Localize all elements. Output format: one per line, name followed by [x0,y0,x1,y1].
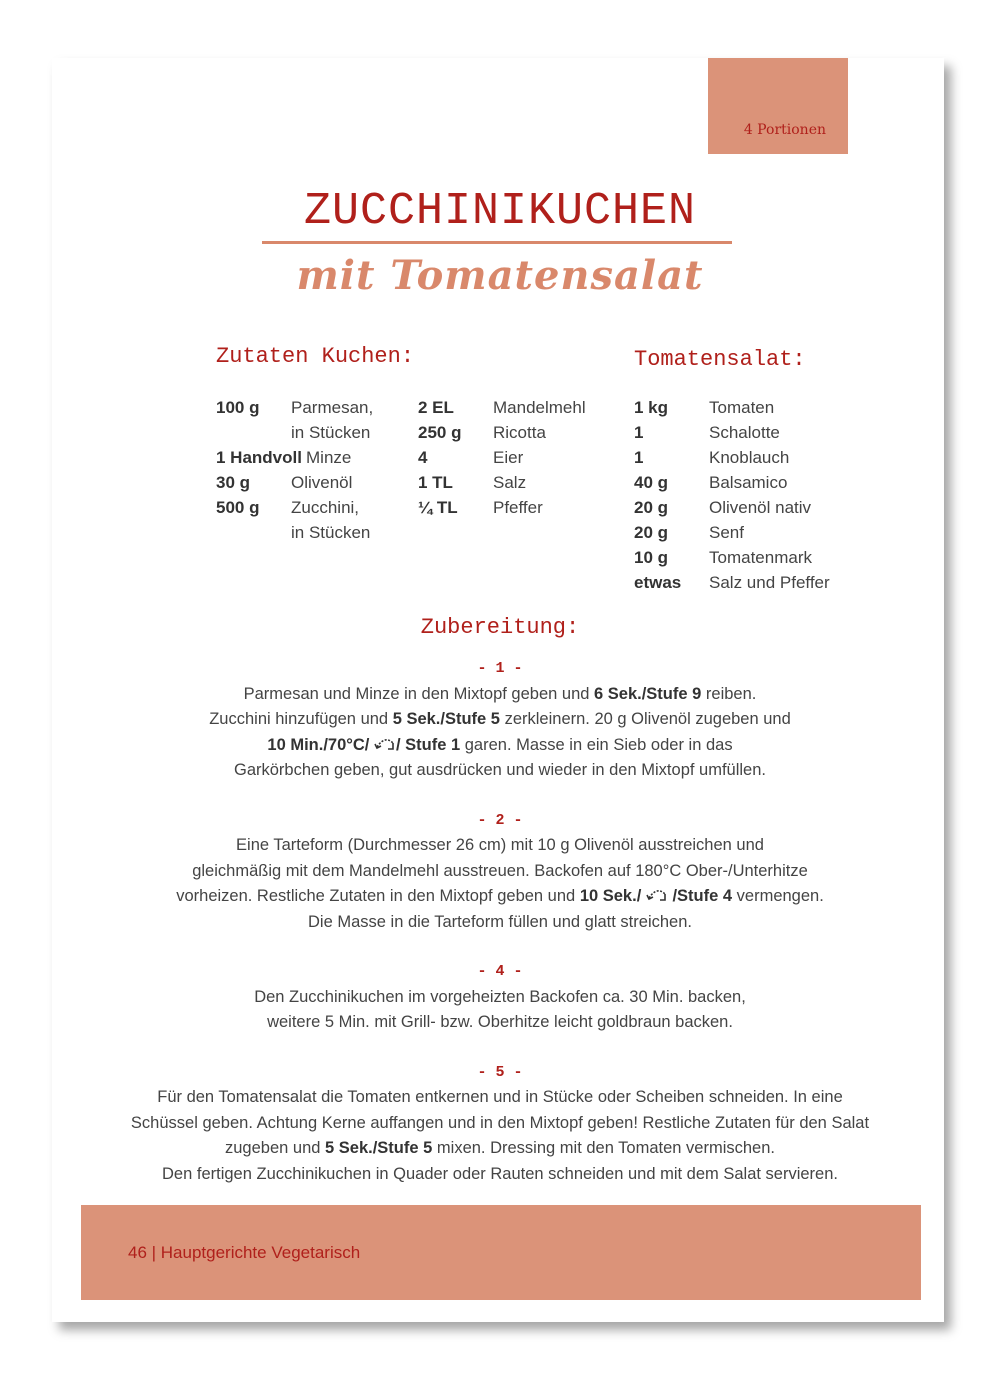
list-item [216,395,406,420]
ingredient-name: Mandelmehl [493,398,586,417]
step-line: Für den Tomatensalat die Tomaten entkernen und in Stücke oder Scheiben schneiden. In eine [157,1088,843,1106]
step-setting: / Stufe 1 [395,735,461,754]
ingredient-name: Tomatenmark [709,548,812,567]
step-setting: 5 Sek./Stufe 5 [325,1139,433,1157]
list-item [634,395,874,420]
step-setting: /Stufe 4 [667,887,733,905]
step-setting: 6 Sek./Stufe 9 [594,684,702,703]
salat-heading: Tomatensalat: [634,347,806,372]
salat-ingredients [634,395,874,595]
list-item [216,495,406,520]
portions-tab [708,58,848,154]
step-line [80,1136,920,1162]
list-item [634,570,874,595]
ingredient-amount: ¼ TL [418,498,458,517]
step-line [80,682,920,708]
step-5 [80,1060,920,1188]
ingredient-amount: 20 g [634,523,669,542]
reverse-rotation-icon [374,737,396,751]
step-text: zerkleinern. 20 g Olivenöl zugeben und [500,710,791,728]
step-text: Parmesan und Minze in den Mixtopf geben und [243,684,595,703]
ingredient-name: in Stücken [291,523,371,542]
step-number: - 2 - [477,811,523,829]
recipe-subtitle: mit Tomatensalat [296,252,704,299]
list-item [216,470,406,495]
list-item [634,445,874,470]
list-item [418,470,608,495]
title-underline [262,241,732,244]
list-item [216,445,406,470]
step-line [80,733,920,759]
list-item [418,420,608,445]
ingredient-name: Zucchini, [291,498,360,517]
list-item [634,420,874,445]
ingredient-name: Eier [493,448,524,467]
step-number: - 4 - [477,963,523,980]
ingredient-amount: etwas [634,573,682,592]
list-item [634,545,874,570]
ingredient-amount: 250 g [418,423,462,442]
step-line: weitere 5 Min. mit Grill- bzw. Oberhitze leicht goldbraun backen. [267,1013,733,1031]
step-setting: 10 Min./70°C/ [267,735,374,754]
ingredient-name: Senf [709,523,744,542]
step-line: Eine Tarteform (Durchmesser 26 cm) mit 10 g Olivenöl ausstreichen und [236,836,764,854]
ingredient-name: Minze [306,448,352,467]
page-footer-label: 46 | Hauptgerichte Vegetarisch [128,1243,361,1262]
step-text: mixen. Dressing mit den Tomaten vermischen. [432,1139,775,1157]
step-setting: 10 Sek./ [579,887,646,905]
ingredient-name: Pfeffer [493,498,543,517]
kuchen-heading: Zutaten Kuchen: [216,344,415,369]
step-2 [80,808,920,936]
ingredient-amount: 4 [418,448,428,467]
step-line: gleichmäßig mit dem Mandelmehl ausstreuen. Backofen auf 180°C Ober-/Unterhitze [192,861,808,880]
step-text: Zucchini hinzufügen und [209,710,393,728]
ingredient-name: Knoblauch [709,448,790,467]
step-text: zugeben und [225,1139,326,1157]
step-line: Den fertigen Zucchinikuchen in Quader oder Rauten schneiden und mit dem Salat servieren. [162,1164,838,1183]
ingredient-amount: 30 g [216,473,251,492]
step-line: Die Masse in die Tarteform füllen und glatt streichen. [308,912,692,931]
ingredient-amount: 500 g [216,498,260,517]
step-1 [80,656,920,784]
ingredient-name: Olivenöl nativ [709,498,812,517]
ingredient-amount: 10 g [634,548,669,567]
step-line [80,884,920,910]
list-item [418,445,608,470]
preparation-steps [80,656,920,1211]
portions-label: 4 Portionen [743,122,826,138]
reverse-rotation-icon [646,888,668,902]
ingredient-amount: 1 TL [418,473,453,492]
ingredient-amount: 1 Handvoll [216,448,302,467]
list-item [634,520,874,545]
step-number: - 1 - [477,660,523,677]
ingredient-name: Parmesan, [291,398,374,417]
ingredient-name: Tomaten [709,398,775,417]
ingredient-name: in Stücken [291,423,371,442]
recipe-title: ZUCCHINIKUCHEN [303,186,697,237]
list-item [634,470,874,495]
ingredient-name: Olivenöl [291,473,353,492]
kuchen-ingredients-col1 [216,395,406,545]
ingredient-amount: 1 kg [634,398,669,417]
ingredient-name: Ricotta [493,423,546,442]
kuchen-ingredients-col2 [418,395,608,520]
step-number: - 5 - [477,1063,523,1081]
ingredient-name: Salz und Pfeffer [709,573,830,592]
ingredient-amount: 20 g [634,498,669,517]
list-item [216,520,406,545]
ingredient-amount: 40 g [634,473,669,492]
zubereitung-heading: Zubereitung: [420,615,580,640]
step-line: Garkörbchen geben, gut ausdrücken und wieder in den Mixtopf umfüllen. [234,761,766,779]
step-text: garen. Masse in ein Sieb oder in das [460,735,733,754]
footer-bar [81,1205,921,1300]
ingredient-amount: 2 EL [418,398,454,417]
ingredient-name: Schalotte [709,423,780,442]
step-line: Den Zucchinikuchen im vorgeheizten Backofen ca. 30 Min. backen, [254,987,746,1006]
ingredient-name: Salz [493,473,527,492]
step-text: vermengen. [732,887,824,905]
step-text: reiben. [701,684,757,703]
step-4 [80,959,920,1036]
step-line [80,707,920,733]
list-item [418,495,608,520]
ingredient-amount: 1 [634,423,644,442]
ingredient-name: Balsamico [709,473,788,492]
list-item [634,495,874,520]
ingredient-amount: 1 [634,448,644,467]
step-setting: 5 Sek./Stufe 5 [392,710,500,728]
ingredient-amount: 100 g [216,398,260,417]
step-text: vorheizen. Restliche Zutaten in den Mixtopf geben und [176,887,580,905]
list-item [418,395,608,420]
step-line: Schüssel geben. Achtung Kerne auffangen und in den Mixtopf geben! Restliche Zutaten für den Salat [130,1113,870,1132]
list-item [216,420,406,445]
